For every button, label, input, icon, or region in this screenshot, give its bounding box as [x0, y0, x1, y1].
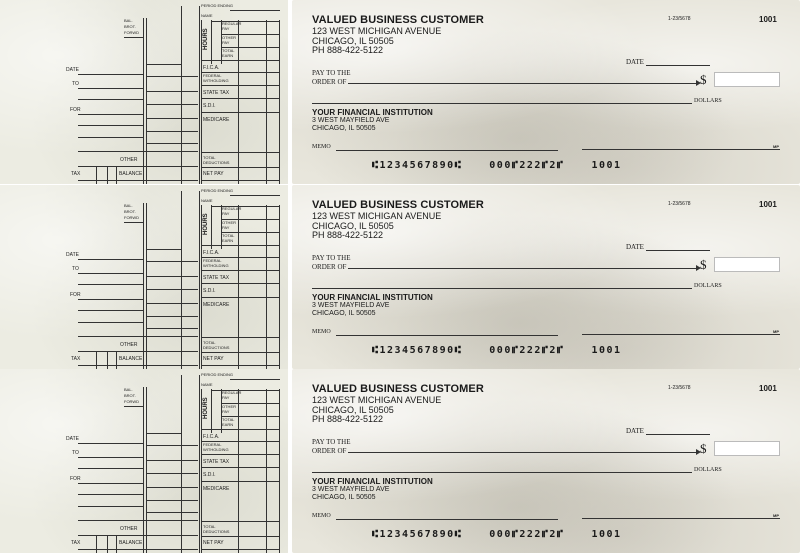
name-label: NAME: [201, 13, 213, 18]
memo-line[interactable]: [336, 519, 558, 520]
total-earn-label-2: EARN: [222, 53, 234, 58]
withholding-label: WITHOLDING: [203, 78, 229, 83]
company-address-2: CHICAGO, IL 50505: [312, 221, 394, 231]
other-label: OTHER: [120, 342, 138, 348]
bank-name: YOUR FINANCIAL INSTITUTION: [312, 293, 433, 302]
company-name: VALUED BUSINESS CUSTOMER: [312, 14, 484, 26]
bal-label: BAL.: [124, 203, 133, 208]
date-line[interactable]: [646, 434, 710, 435]
check-body: [292, 369, 800, 553]
medicare-label: MEDICARE: [203, 302, 230, 308]
brot-label: BROT.: [124, 393, 136, 398]
federal-label: FEDERAL: [203, 73, 222, 78]
date-label: DATE: [626, 58, 644, 66]
other-pay-label: OTHER: [222, 35, 236, 40]
hours-label: HOURS: [203, 397, 209, 419]
micr-line: [372, 345, 622, 356]
bank-name: YOUR FINANCIAL INSTITUTION: [312, 477, 433, 486]
micr-line: [372, 160, 622, 171]
deductions-label: DEDUCTIONS: [203, 529, 230, 534]
company-address-2: CHICAGO, IL 50505: [312, 36, 394, 46]
other-pay-label-2: PAY: [222, 40, 230, 45]
other-pay-label: OTHER: [222, 404, 236, 409]
period-ending-label: PERIOD ENDING: [201, 188, 234, 193]
regular-pay-label-2: PAY: [222, 395, 230, 400]
regular-pay-label: REGULAR: [222, 21, 242, 26]
net-pay-label: NET PAY: [203, 171, 224, 177]
total-earn-label: TOTAL: [222, 48, 235, 53]
date-label: DATE: [626, 427, 644, 435]
order-of-label: ORDER OF: [312, 447, 347, 455]
bank-address-2: CHICAGO, IL 50505: [312, 494, 376, 501]
micr-line: [372, 529, 622, 540]
amount-words-line[interactable]: [312, 288, 692, 289]
total-earn-label: TOTAL: [222, 417, 235, 422]
mp-label: MP: [773, 329, 779, 334]
total-earn-label-2: EARN: [222, 238, 234, 243]
forwd-label: FORWD: [124, 399, 140, 404]
memo-label: MEMO: [312, 513, 331, 519]
company-phone: PH 888-422-5122: [312, 45, 384, 55]
for-label: FOR: [70, 292, 81, 298]
total-deductions-label: TOTAL: [203, 524, 216, 529]
micr-check-number: 1001: [591, 345, 622, 356]
period-ending-label: PERIOD ENDING: [201, 3, 234, 8]
amount-box[interactable]: [714, 72, 780, 87]
mp-label: MP: [773, 513, 779, 518]
micr-account: 000⑈222⑈2⑈: [489, 529, 565, 540]
company-name: VALUED BUSINESS CUSTOMER: [312, 383, 484, 395]
other-label: OTHER: [120, 157, 138, 163]
federal-label: FEDERAL: [203, 442, 222, 447]
check-row: [0, 369, 800, 554]
amount-box[interactable]: [714, 257, 780, 272]
payee-line[interactable]: [348, 452, 698, 453]
date-line[interactable]: [646, 65, 710, 66]
federal-label: FEDERAL: [203, 258, 222, 263]
micr-routing: ⑆1234567890⑆: [372, 345, 463, 356]
bank-address-2: CHICAGO, IL 50505: [312, 310, 376, 317]
company-name: VALUED BUSINESS CUSTOMER: [312, 199, 484, 211]
sdi-label: S.D.I.: [203, 288, 216, 294]
medicare-label: MEDICARE: [203, 117, 230, 123]
dollars-label: DOLLARS: [694, 467, 722, 473]
other-pay-label-2: PAY: [222, 409, 230, 414]
micr-routing: ⑆1234567890⑆: [372, 160, 463, 171]
order-of-label: ORDER OF: [312, 263, 347, 271]
check-number: 1001: [759, 15, 777, 24]
pay-to-label: PAY TO THE: [312, 254, 351, 262]
routing-fraction: 1-23/5678: [668, 385, 691, 391]
check-row: [0, 185, 800, 370]
to-label: TO: [72, 266, 79, 272]
dollar-sign: $: [700, 72, 707, 87]
regular-pay-label: REGULAR: [222, 206, 242, 211]
net-pay-label: NET PAY: [203, 540, 224, 546]
company-address-1: 123 WEST MICHIGAN AVENUE: [312, 211, 442, 221]
dollars-label: DOLLARS: [694, 98, 722, 104]
date-label: DATE: [66, 436, 79, 442]
amount-box[interactable]: [714, 441, 780, 456]
micr-routing: ⑆1234567890⑆: [372, 529, 463, 540]
total-deductions-label: TOTAL: [203, 155, 216, 160]
deductions-label: DEDUCTIONS: [203, 160, 230, 165]
memo-label: MEMO: [312, 329, 331, 335]
brot-label: BROT.: [124, 209, 136, 214]
order-of-label: ORDER OF: [312, 78, 347, 86]
other-pay-label-2: PAY: [222, 225, 230, 230]
date-line[interactable]: [646, 250, 710, 251]
state-tax-label: STATE TAX: [203, 275, 230, 281]
tax-label: TAX: [71, 171, 81, 177]
medicare-label: MEDICARE: [203, 486, 230, 492]
regular-pay-label-2: PAY: [222, 26, 230, 31]
check-number: 1001: [759, 384, 777, 393]
check-stub: [0, 369, 288, 553]
fica-label: F.I.C.A.: [203, 434, 220, 440]
balance-label: BALANCE: [119, 171, 143, 177]
routing-fraction: 1-23/5678: [668, 201, 691, 207]
withholding-label: WITHOLDING: [203, 447, 229, 452]
micr-check-number: 1001: [591, 529, 622, 540]
balance-label: BALANCE: [119, 540, 143, 546]
withholding-label: WITHOLDING: [203, 263, 229, 268]
brot-label: BROT.: [124, 24, 136, 29]
pay-to-label: PAY TO THE: [312, 69, 351, 77]
mp-label: MP: [773, 144, 779, 149]
signature-line[interactable]: [582, 518, 780, 519]
amount-words-line[interactable]: [312, 103, 692, 104]
payee-line[interactable]: [348, 268, 698, 269]
regular-pay-label: REGULAR: [222, 390, 242, 395]
bal-label: BAL.: [124, 18, 133, 23]
period-ending-label: PERIOD ENDING: [201, 372, 234, 377]
company-address-1: 123 WEST MICHIGAN AVENUE: [312, 395, 442, 405]
hours-label: HOURS: [203, 213, 209, 235]
memo-line[interactable]: [336, 150, 558, 151]
to-label: TO: [72, 81, 79, 87]
date-label: DATE: [66, 67, 79, 73]
micr-account: 000⑈222⑈2⑈: [489, 160, 565, 171]
company-phone: PH 888-422-5122: [312, 414, 384, 424]
bank-address-1: 3 WEST MAYFIELD AVE: [312, 302, 390, 309]
other-pay-label: OTHER: [222, 220, 236, 225]
check-row: [0, 0, 800, 185]
check-stub: [0, 185, 288, 369]
name-label: NAME: [201, 198, 213, 203]
hours-label: HOURS: [203, 28, 209, 50]
payee-line[interactable]: [348, 83, 698, 84]
sdi-label: S.D.I.: [203, 472, 216, 478]
tax-label: TAX: [71, 356, 81, 362]
to-label: TO: [72, 450, 79, 456]
dollar-sign: $: [700, 257, 707, 272]
sdi-label: S.D.I.: [203, 103, 216, 109]
check-body: [292, 0, 800, 184]
state-tax-label: STATE TAX: [203, 90, 230, 96]
fica-label: F.I.C.A.: [203, 65, 220, 71]
signature-line[interactable]: [582, 149, 780, 150]
bank-name: YOUR FINANCIAL INSTITUTION: [312, 108, 433, 117]
amount-words-line[interactable]: [312, 472, 692, 473]
bank-address-2: CHICAGO, IL 50505: [312, 125, 376, 132]
fica-label: F.I.C.A.: [203, 250, 220, 256]
bank-address-1: 3 WEST MAYFIELD AVE: [312, 486, 390, 493]
other-label: OTHER: [120, 526, 138, 532]
pay-to-label: PAY TO THE: [312, 438, 351, 446]
check-stub: [0, 0, 288, 184]
dollars-label: DOLLARS: [694, 283, 722, 289]
tax-label: TAX: [71, 540, 81, 546]
dollar-sign: $: [700, 441, 707, 456]
for-label: FOR: [70, 107, 81, 113]
memo-label: MEMO: [312, 144, 331, 150]
signature-line[interactable]: [582, 334, 780, 335]
for-label: FOR: [70, 476, 81, 482]
name-label: NAME: [201, 382, 213, 387]
total-earn-label-2: EARN: [222, 422, 234, 427]
check-body: [292, 185, 800, 369]
bal-label: BAL.: [124, 387, 133, 392]
company-address-2: CHICAGO, IL 50505: [312, 405, 394, 415]
total-earn-label: TOTAL: [222, 233, 235, 238]
check-number: 1001: [759, 200, 777, 209]
date-label: DATE: [66, 252, 79, 258]
deductions-label: DEDUCTIONS: [203, 345, 230, 350]
regular-pay-label-2: PAY: [222, 211, 230, 216]
memo-line[interactable]: [336, 335, 558, 336]
total-deductions-label: TOTAL: [203, 340, 216, 345]
net-pay-label: NET PAY: [203, 356, 224, 362]
forwd-label: FORWD: [124, 215, 140, 220]
state-tax-label: STATE TAX: [203, 459, 230, 465]
bank-address-1: 3 WEST MAYFIELD AVE: [312, 117, 390, 124]
routing-fraction: 1-23/5678: [668, 16, 691, 22]
micr-check-number: 1001: [591, 160, 622, 171]
company-address-1: 123 WEST MICHIGAN AVENUE: [312, 26, 442, 36]
company-phone: PH 888-422-5122: [312, 230, 384, 240]
forwd-label: FORWD: [124, 30, 140, 35]
balance-label: BALANCE: [119, 356, 143, 362]
micr-account: 000⑈222⑈2⑈: [489, 345, 565, 356]
date-label: DATE: [626, 243, 644, 251]
